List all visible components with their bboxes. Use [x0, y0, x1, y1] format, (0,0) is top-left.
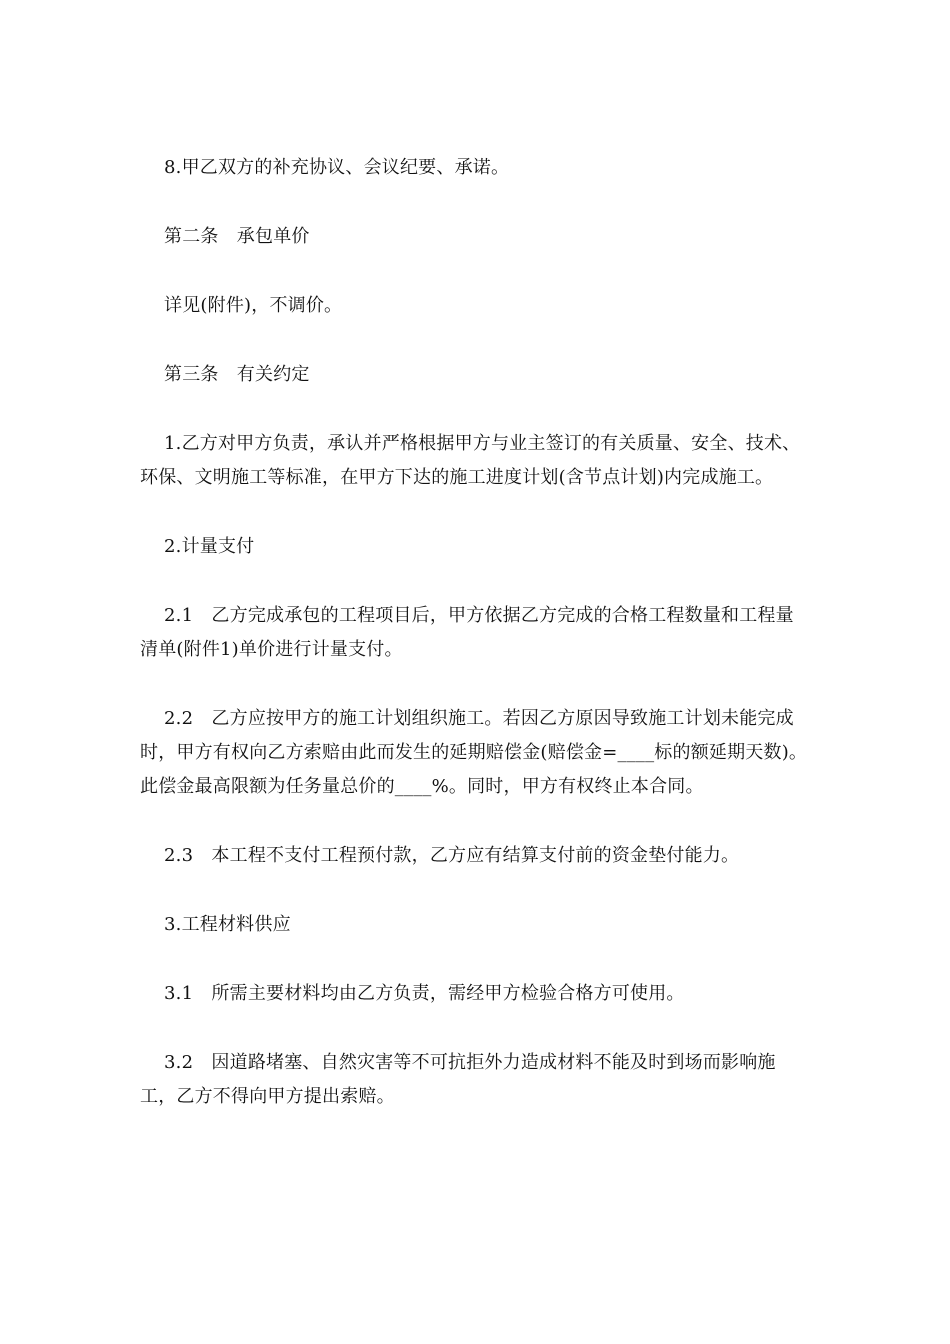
clause-2-heading: 2.计量支付 — [164, 536, 255, 557]
clause-3-1: 3.1 所需主要材料均由乙方负责，需经甲方检验合格方可使用。 — [164, 983, 685, 1004]
article-2-body: 详见(附件)，不调价。 — [164, 295, 343, 316]
paragraph-item-8: 8.甲乙双方的补充协议、会议纪要、承诺。 — [164, 157, 510, 178]
article-3-heading: 第三条 有关约定 — [164, 364, 310, 385]
clause-2-2: 2.2 乙方应按甲方的施工计划组织施工。若因乙方原因导致施工计划未能完成时，甲方有权向乙方索赔由此而发生的延期赔偿金(赔偿金=____标的额延期天数)。此偿金最高限额为任务量总价的____%。同时，甲方有权终止本合同。 — [140, 708, 808, 797]
clause-2-3: 2.3 本工程不支付工程预付款，乙方应有结算支付前的资金垫付能力。 — [164, 845, 740, 866]
document-body — [140, 151, 808, 1149]
clause-3-2: 3.2 因道路堵塞、自然灾害等不可抗拒外力造成材料不能及时到场而影响施工，乙方不得向甲方提出索赔。 — [140, 1052, 776, 1107]
clause-1: 1.乙方对甲方负责，承认并严格根据甲方与业主签订的有关质量、安全、技术、环保、文明施工等标准，在甲方下达的施工进度计划(含节点计划)内完成施工。 — [140, 433, 801, 488]
clause-2-1: 2.1 乙方完成承包的工程项目后，甲方依据乙方完成的合格工程数量和工程量清单(附件1)单价进行计量支付。 — [140, 605, 794, 660]
clause-3-heading: 3.工程材料供应 — [164, 914, 291, 935]
article-2-heading: 第二条 承包单价 — [164, 226, 310, 247]
